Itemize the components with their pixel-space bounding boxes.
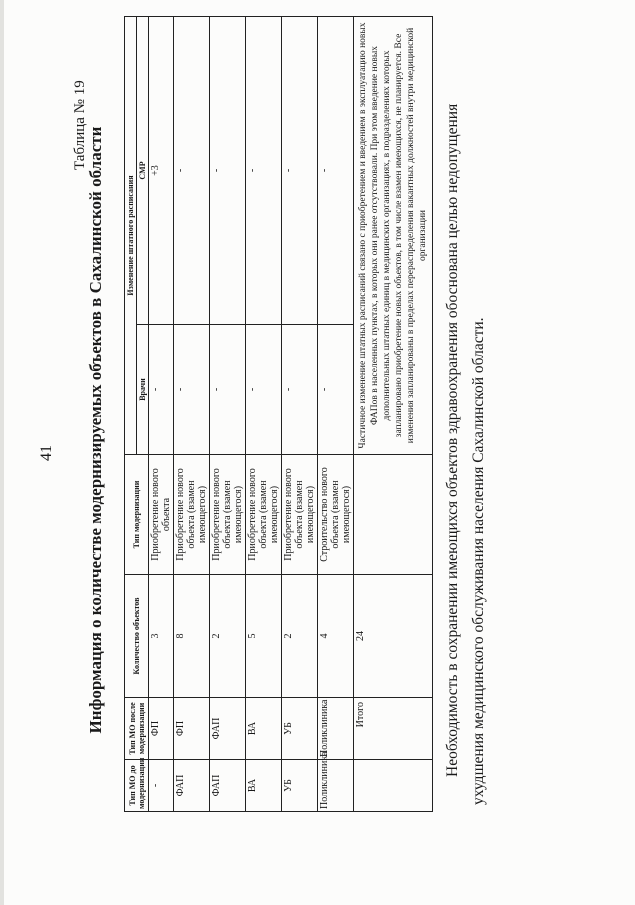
- cell-total-empty: [354, 760, 433, 812]
- cell-mod-type: Приобретение нового объекта (взамен имеющегося): [282, 455, 318, 575]
- cell-doctors: -: [246, 325, 282, 455]
- cell-smr: -: [282, 17, 318, 325]
- cell-doctors: -: [210, 325, 246, 455]
- cell-mod-type: Приобретение нового объекта (взамен имеющегося): [174, 455, 210, 575]
- cell-count: 8: [174, 575, 210, 698]
- header-type-before: Тип МО до модернизации: [125, 760, 149, 812]
- cell-type-before: УБ: [282, 760, 318, 812]
- cell-doctors: -: [174, 325, 210, 455]
- cell-count: 3: [149, 575, 174, 698]
- cell-mod-type: Приобретение нового объекта (взамен имеющегося): [210, 455, 246, 575]
- cell-type-after: ВА: [246, 698, 282, 760]
- header-doctors: Врачи: [137, 325, 149, 455]
- cell-doctors: -: [282, 325, 318, 455]
- table-row: [246, 17, 282, 812]
- table-row: [318, 17, 354, 812]
- cell-type-after: ФП: [174, 698, 210, 760]
- table-number: Таблица № 19: [72, 80, 88, 170]
- cell-type-before: ФАП: [210, 760, 246, 812]
- modernization-table: [124, 16, 433, 812]
- table-row: [282, 17, 318, 812]
- cell-count: 4: [318, 575, 354, 698]
- cell-mod-type: Строительство нового объекта (взамен имеющегося): [318, 455, 354, 575]
- cell-type-before: Поликлиника: [318, 760, 354, 812]
- total-count: 24: [354, 575, 433, 698]
- cell-doctors: -: [149, 325, 174, 455]
- cell-mod-type: Приобретение нового объекта (взамен имеющегося): [246, 455, 282, 575]
- total-label: Итого: [354, 698, 433, 760]
- cell-type-after: ФАП: [210, 698, 246, 760]
- cell-type-after: Поликлиника: [318, 698, 354, 760]
- page-number: 41: [38, 445, 55, 461]
- cell-mod-type: Приобретение нового объекта: [149, 455, 174, 575]
- header-row: [125, 17, 137, 812]
- cell-type-before: ФАП: [174, 760, 210, 812]
- table-row: [149, 17, 174, 812]
- cell-total-empty: [354, 455, 433, 575]
- cell-type-after: УБ: [282, 698, 318, 760]
- cell-type-before: -: [149, 760, 174, 812]
- cell-smr: -: [174, 17, 210, 325]
- cell-smr: -: [246, 17, 282, 325]
- cell-count: 5: [246, 575, 282, 698]
- total-row: [354, 17, 433, 812]
- footer-paragraph: Необходимость в сохранении имеющихся объектов здравоохранения обоснована целью недопущения ухудшения медицинского обслуживания населения Сахалинской области.: [444, 103, 487, 805]
- header-type-after: Тип МО после модернизации: [125, 698, 149, 760]
- cell-count: 2: [210, 575, 246, 698]
- header-staff-change: Изменение штатного расписания: [125, 17, 137, 455]
- header-smr: СМР: [137, 17, 149, 325]
- cell-smr: -: [210, 17, 246, 325]
- cell-type-after: ФП: [149, 698, 174, 760]
- document-title: Информация о количестве модернизируемых объектов в Сахалинской области: [86, 126, 105, 734]
- cell-doctors: -: [318, 325, 354, 455]
- header-mod-type: Тип модернизации: [125, 455, 149, 575]
- header-count: Количество объектов: [125, 575, 149, 698]
- cell-smr: +3: [149, 17, 174, 325]
- table-row: [174, 17, 210, 812]
- cell-type-before: ВА: [246, 760, 282, 812]
- cell-smr: -: [318, 17, 354, 325]
- cell-count: 2: [282, 575, 318, 698]
- staffing-note: Частичное изменение штатных расписаний связано с приобретением и введением в эксплуатацию новых ФАПов в населенных пунктах, в которых они ранее отсутствовали. При этом введение новых дополнительных штатных единиц в медицинских организациях, в подразделениях которых запланировано приобретение новых объектов, в том числе взамен имеющихся, не планируется. Все изменения запланированы в пределах перераспределения вакантных должностей внутри медицинской организации: [354, 17, 433, 455]
- table-row: [210, 17, 246, 812]
